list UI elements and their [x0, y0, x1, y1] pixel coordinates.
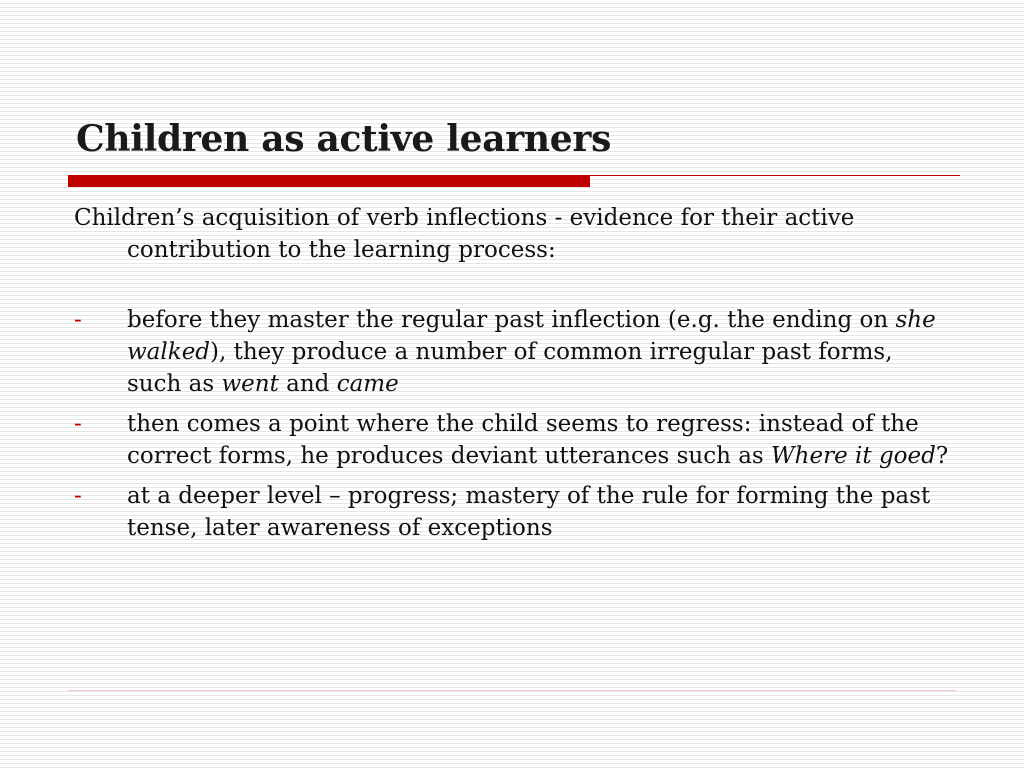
title-accent-bar: [68, 175, 590, 187]
footer-divider: [68, 690, 956, 691]
bullet-item-2: [74, 408, 954, 472]
bullet-text: at a deeper level – progress; mastery of the rule for forming the past tense, later awareness of exceptions: [127, 483, 931, 541]
slide-title: Children as active learners: [76, 118, 612, 160]
bullet-text: ?: [935, 443, 949, 469]
bullet-text: and: [278, 371, 337, 397]
example-word: went: [221, 371, 279, 397]
bullet-dash: -: [74, 307, 82, 333]
slide-body: [74, 202, 954, 552]
title-accent-rule: [590, 175, 960, 176]
bullet-text: then comes a point where the child seems to regress: instead of the correct forms, he produces deviant utterances such as: [127, 411, 919, 469]
bullet-dash: -: [74, 483, 82, 509]
bullet-dash: -: [74, 411, 82, 437]
example-phrase: Where it goed: [771, 443, 936, 469]
bullet-text: ), they produce a number of common irregular past forms, such as: [127, 339, 893, 397]
bullet-item-1: [74, 304, 954, 400]
bullet-text: before they master the regular past inflection (e.g. the ending on: [127, 307, 896, 333]
example-phrase: she walked: [127, 307, 936, 365]
intro-paragraph: Children’s acquisition of verb inflections - evidence for their active contribution to the learning process:: [74, 205, 855, 263]
bullet-item-3: [74, 480, 954, 544]
bullet-list: [74, 304, 954, 544]
example-word: came: [336, 371, 399, 397]
